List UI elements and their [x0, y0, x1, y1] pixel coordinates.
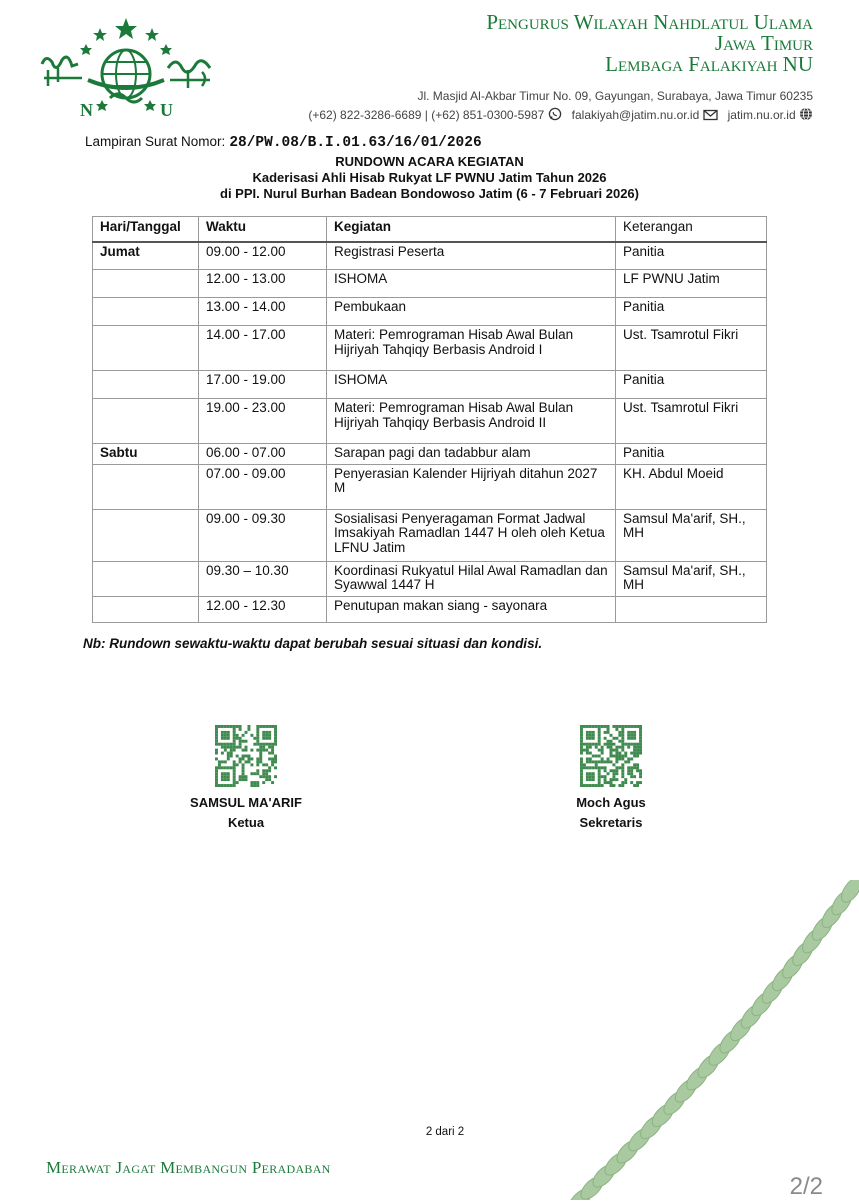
qr-code-ketua[interactable]	[215, 725, 277, 787]
header-activity: Kegiatan	[327, 217, 616, 242]
qr-code-sekretaris[interactable]	[580, 725, 642, 787]
rope-decoration	[560, 880, 859, 1200]
cell-time: 09.00 - 12.00	[199, 242, 327, 270]
cell-day	[93, 399, 199, 444]
header-day: Hari/Tanggal	[93, 217, 199, 242]
org-line-3: Lembaga Falakiyah NU	[605, 52, 813, 76]
cell-day	[93, 298, 199, 326]
title-line-2: Kaderisasi Ahli Hisab Rukyat LF PWNU Jatim Tahun 2026	[252, 170, 607, 185]
signature-sekretaris	[511, 793, 711, 833]
cell-note: Ust. Tsamrotul Fikri	[616, 399, 767, 444]
cell-activity: ISHOMA	[327, 371, 616, 399]
cell-day: Sabtu	[93, 444, 199, 465]
table-row	[93, 561, 767, 596]
cell-day	[93, 464, 199, 509]
phone-numbers: (+62) 822-3286-6689 | (+62) 851-0300-5987	[308, 108, 545, 122]
signer-name: Moch Agus	[576, 795, 646, 810]
title-line-3: di PPI. Nurul Burhan Badean Bondowoso Jatim (6 - 7 Februari 2026)	[220, 186, 639, 201]
table-row	[93, 298, 767, 326]
signer-name: SAMSUL MA'ARIF	[190, 795, 302, 810]
attachment-reference	[85, 134, 482, 151]
cell-note	[616, 596, 767, 622]
cell-time: 06.00 - 07.00	[199, 444, 327, 465]
contact-line	[308, 106, 813, 125]
rundown-table	[92, 216, 767, 623]
cell-time: 14.00 - 17.00	[199, 326, 327, 371]
cell-activity: Materi: Pemrograman Hisab Awal Bulan Hijriyah Tahqiqy Berbasis Android II	[327, 399, 616, 444]
cell-note: Panitia	[616, 371, 767, 399]
footer-motto: Merawat Jagat Membangun Peradaban	[46, 1158, 331, 1177]
cell-note: Panitia	[616, 298, 767, 326]
nu-logo	[38, 16, 214, 122]
cell-activity: Registrasi Peserta	[327, 242, 616, 270]
signature-ketua	[146, 793, 346, 833]
attachment-label: Lampiran Surat Nomor:	[85, 134, 226, 149]
signer-role: Ketua	[227, 815, 265, 830]
org-line-1: Pengurus Wilayah Nahdlatul Ulama	[486, 10, 813, 34]
cell-time: 13.00 - 14.00	[199, 298, 327, 326]
cell-time: 17.00 - 19.00	[199, 371, 327, 399]
table-row	[93, 242, 767, 270]
cell-activity: Penyerasian Kalender Hijriyah ditahun 2027 M	[327, 464, 616, 509]
cell-day	[93, 371, 199, 399]
table-row	[93, 270, 767, 298]
cell-note: Ust. Tsamrotul Fikri	[616, 326, 767, 371]
cell-note: LF PWNU Jatim	[616, 270, 767, 298]
table-header-row	[93, 217, 767, 242]
table-row	[93, 371, 767, 399]
signer-role: Sekretaris	[579, 815, 643, 830]
cell-note: KH. Abdul Moeid	[616, 464, 767, 509]
header-time: Waktu	[199, 217, 327, 242]
title-line-1: RUNDOWN ACARA KEGIATAN	[335, 154, 524, 169]
logo-letter-u: U	[160, 100, 173, 120]
cell-activity: Materi: Pemrograman Hisab Awal Bulan Hijriyah Tahqiqy Berbasis Android I	[327, 326, 616, 371]
contact-info	[308, 87, 813, 125]
address: Jl. Masjid Al-Akbar Timur No. 09, Gayungan, Surabaya, Jawa Timur 60235	[417, 89, 813, 103]
cell-activity: Penutupan makan siang - sayonara	[327, 596, 616, 622]
table-row	[93, 464, 767, 509]
table-row	[93, 444, 767, 465]
globe-icon	[799, 107, 813, 121]
cell-day	[93, 561, 199, 596]
viewer-page-indicator: 2/2	[789, 1173, 823, 1200]
website-address: jatim.nu.or.id	[727, 108, 796, 122]
cell-day: Jumat	[93, 242, 199, 270]
envelope-icon	[703, 109, 718, 121]
cell-time: 19.00 - 23.00	[199, 399, 327, 444]
logo-letter-n: N	[80, 100, 93, 120]
cell-day	[93, 326, 199, 371]
org-line-2: Jawa Timur	[715, 31, 813, 55]
cell-time: 12.00 - 12.30	[199, 596, 327, 622]
table-row	[93, 596, 767, 622]
cell-day	[93, 596, 199, 622]
table-row	[93, 509, 767, 561]
cell-activity: Pembukaan	[327, 298, 616, 326]
email-address: falakiyah@jatim.nu.or.id	[571, 108, 700, 122]
header-note: Keterangan	[616, 217, 767, 242]
cell-day	[93, 509, 199, 561]
cell-activity: Sarapan pagi dan tadabbur alam	[327, 444, 616, 465]
cell-activity: Koordinasi Rukyatul Hilal Awal Ramadlan dan Syawwal 1447 H	[327, 561, 616, 596]
cell-note: Panitia	[616, 444, 767, 465]
cell-time: 12.00 - 13.00	[199, 270, 327, 298]
cell-note: Samsul Ma'arif, SH., MH	[616, 561, 767, 596]
cell-time: 07.00 - 09.00	[199, 464, 327, 509]
cell-note: Samsul Ma'arif, SH., MH	[616, 509, 767, 561]
cell-activity: ISHOMA	[327, 270, 616, 298]
cell-day	[93, 270, 199, 298]
organization-name	[486, 12, 813, 75]
rundown-note: Nb: Rundown sewaktu-waktu dapat berubah sesuai situasi dan kondisi.	[83, 636, 543, 651]
table-row	[93, 399, 767, 444]
cell-time: 09.30 – 10.30	[199, 561, 327, 596]
cell-time: 09.00 - 09.30	[199, 509, 327, 561]
page-number: 2 dari 2	[425, 1126, 465, 1138]
document-titles	[0, 154, 859, 202]
letter-number: 28/PW.08/B.I.01.63/16/01/2026	[229, 135, 482, 151]
cell-note: Panitia	[616, 242, 767, 270]
table-row	[93, 326, 767, 371]
cell-activity: Sosialisasi Penyeragaman Format Jadwal Imsakiyah Ramadlan 1447 H oleh oleh Ketua LFNU Jatim	[327, 509, 616, 561]
whatsapp-icon	[548, 107, 562, 121]
